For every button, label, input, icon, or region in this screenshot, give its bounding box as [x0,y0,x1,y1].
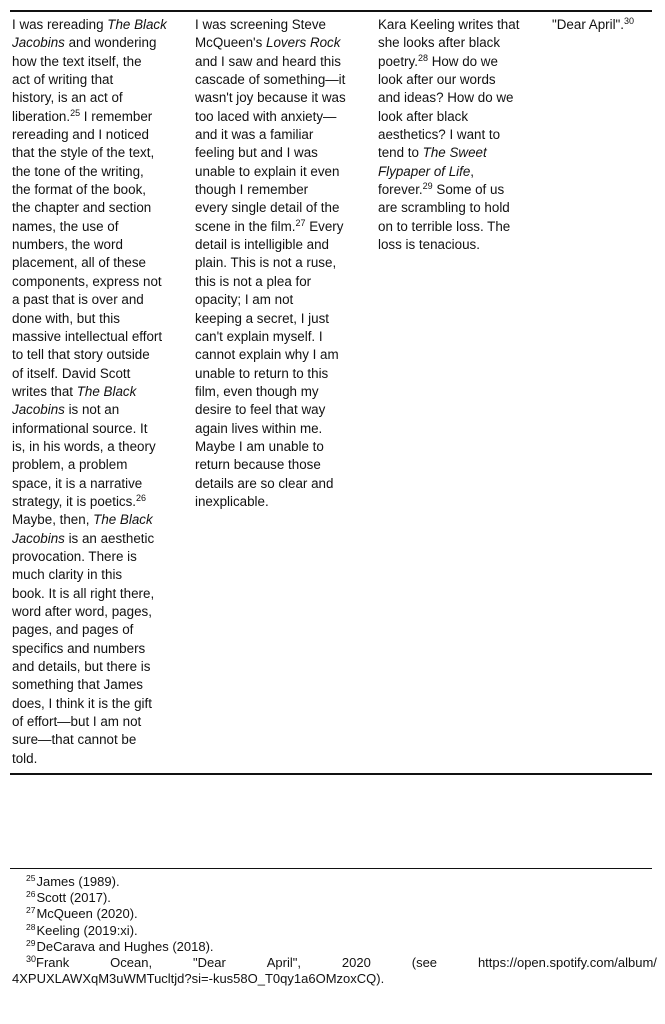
footnote: $^{29}$DeCarava and Hughes (2018). [26,937,214,954]
footnote: $^{26}$Scott (2017). [26,889,111,906]
text-line: keeping a secret, I just [195,310,329,326]
text-line: writes that The Black [12,383,137,399]
text-line: rereading and I noticed [12,127,149,143]
text-line: opacity; I am not [195,292,294,308]
text-line: scene in the film.$^{27}$ Every [195,217,344,234]
text-line: plain. This is not a ruse, [195,255,337,271]
footnote-ref[interactable]: 26 [136,492,147,503]
text-line: she looks after black [378,35,501,51]
text-line: inexplicable. [195,493,269,509]
text-line: done with, but this [12,310,120,326]
text-line: numbers, the word [12,237,123,253]
text-line: Jacobins is an aesthetic [12,530,155,546]
footnotes [12,874,657,987]
text-line: strategy, it is poetics.$^{26}$ [12,492,147,509]
footnotes-rule [10,868,652,869]
footnote: $^{28}$Keeling (2019:xi). [26,921,138,938]
text-line: word after word, pages, [12,604,152,619]
text-line: Flypaper of Life, [378,163,475,179]
text-line: liberation.$^{25}$ I remember [12,107,153,124]
text-line: on to terrible loss. The [378,218,511,234]
text-line: cannot explain why I am [195,347,339,363]
text-line: look after black [378,108,469,124]
text-line: components, express not [12,273,162,289]
column-4 [552,16,662,34]
text-line: and details, but there is [12,659,151,675]
text-line: a past that is over and [12,292,144,308]
footnote-ref[interactable]: 30 [624,16,635,26]
text-line: every single detail of the [195,200,340,216]
footnote-ref[interactable]: 25 [70,107,81,118]
column-3 [378,16,538,254]
text-line: though I remember [195,182,309,198]
footnote-ref[interactable]: 28 [417,52,428,63]
text-line: look after our words [378,72,496,88]
text-line: too laced with anxiety— [195,108,337,124]
text-line: unable to explain it even [195,163,340,179]
text-line: Jacobins and wondering [12,35,157,51]
text-line: informational source. It [12,420,148,436]
text-line: tend to The Sweet [378,145,487,161]
text-line: unable to return to this [195,365,329,381]
text-line: something that James [12,677,143,693]
text-line: problem, a problem [12,457,128,473]
text-line: cascade of something—it [195,72,346,88]
text-line: wasn't joy because it was [195,90,346,106]
text-line: are scrambling to hold [378,200,510,216]
text-line: and it was a familiar [195,127,314,143]
text-line: I was screening Steve [195,17,326,32]
top-rule [10,10,652,12]
text-line: pages, and pages of [12,622,134,638]
text-line: forever.$^{29}$ Some of us [378,181,505,198]
text-line: book. It is all right there, [12,585,155,601]
text-line: and I saw and heard this [195,53,341,69]
text-line: Maybe, then, The Black [12,512,153,528]
text-line: Kara Keeling writes that [378,17,520,32]
footnote-ref[interactable]: 27 [295,217,306,228]
text-line: to tell that story outside [12,347,150,363]
footnote: $^{25}$James (1989). [26,873,120,889]
text-line: can't explain myself. I [195,328,323,344]
text-line: told. [12,750,38,766]
text-line: history, is an act of [12,90,123,106]
text-line: of effort—but I am not [12,714,142,730]
text-line: "Dear April".$^{30}$ [552,16,635,32]
text-line: act of writing that [12,72,114,88]
column-1 [12,16,190,768]
text-line: return because those [195,457,321,473]
text-line: Jacobins is not an [12,402,120,418]
text-line: loss is tenacious. [378,237,480,253]
text-line: is, in his words, a theory [12,438,156,454]
text-line: space, it is a narrative [12,475,143,491]
text-line: sure—that cannot be [12,732,137,748]
text-line: and ideas? How do we [378,90,514,106]
text-line: much clarity in this [12,567,123,583]
text-line: how the text itself, the [12,53,142,69]
text-line: I was rereading The Black [12,17,167,32]
text-line: massive intellectual effort [12,328,163,344]
text-line: placement, all of these [12,255,146,271]
text-line: the chapter and section [12,200,152,216]
column-2 [195,16,373,511]
text-line: aesthetics? I want to [378,127,501,143]
text-line: the format of the book, [12,182,146,198]
table-bottom-rule [10,773,652,775]
text-line: detail is intelligible and [195,237,329,253]
spotify-link[interactable]: https://open.spotify.com/album/ [477,955,657,971]
text-line: the tone of the writing, [12,163,144,179]
text-line: provocation. There is [12,548,137,564]
text-line: of itself. David Scott [12,365,131,381]
text-line: details are so clear and [195,475,334,491]
spotify-link-continued[interactable]: 4XPUXLAWXqM3uWMTucltjd?si=-kus58O_T0qy1a6OMzoxCQ). [12,971,385,987]
footnote-ref[interactable]: 29 [422,181,433,192]
text-line: Maybe I am unable to [195,438,324,454]
text-line: feeling but and I was [195,145,318,161]
text-line: film, even though my [195,383,319,399]
text-line: McQueen's Lovers Rock [195,35,341,51]
footnote: $^{27}$McQueen (2020). [26,905,138,922]
text-line: poetry.$^{28}$ How do we [378,52,498,69]
footnote: $^{30}$Frank Ocean, "Dear April", 2020 (see https://open.spotify.com/album/ [26,954,657,971]
text-line: does, I think it is the gift [12,695,152,711]
text-line: specifics and numbers [12,640,146,656]
text-line: this is not a plea for [195,273,312,289]
text-line: again lives within me. [195,420,323,436]
text-line: names, the use of [12,218,119,234]
text-line: that the style of the text, [12,145,155,161]
text-line: desire to feel that way [195,402,326,418]
